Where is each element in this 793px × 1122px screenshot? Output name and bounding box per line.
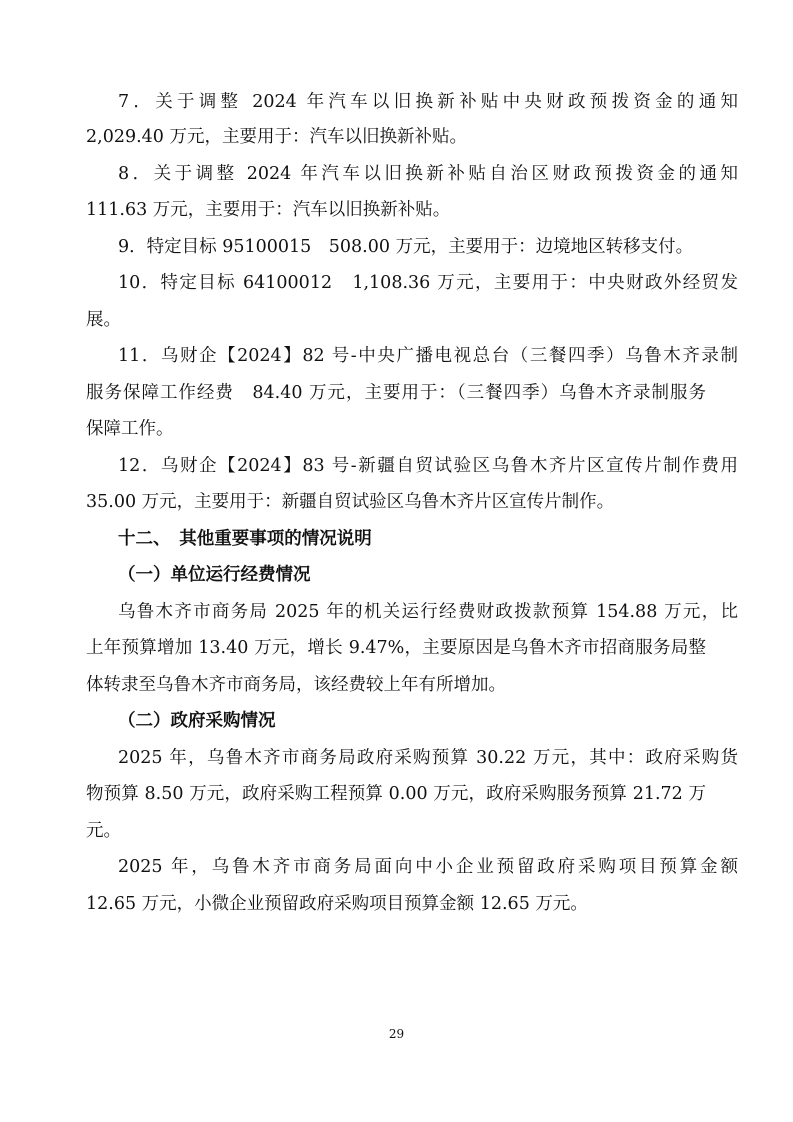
item-7-line-1: 7．关于调整 2024 年汽车以旧换新补贴中央财政预拨资金的通知 xyxy=(118,92,738,112)
item-11-line-2: 服务保障工作经费 84.40 万元，主要用于：（三餐四季）乌鲁木齐录制服务 xyxy=(86,383,706,403)
procurement-line-1: 2025 年，乌鲁木齐市商务局政府采购预算 30.22 万元，其中：政府采购货 xyxy=(118,748,738,768)
item-10-line-2: 展。 xyxy=(86,310,121,330)
item-12-line-2: 35.00 万元，主要用于：新疆自贸试验区乌鲁木齐片区宣传片制作。 xyxy=(86,492,615,512)
item-8-line-1: 8．关于调整 2024 年汽车以旧换新补贴自治区财政预拨资金的通知 xyxy=(118,164,738,184)
section-heading: 十二、 其他重要事项的情况说明 xyxy=(118,529,372,549)
operating-costs-line-1: 乌鲁木齐市商务局 2025 年的机关运行经费财政拨款预算 154.88 万元，比 xyxy=(118,602,738,622)
item-10-line-1: 10．特定目标 64100012 1,108.36 万元，主要用于：中央财政外经贸发 xyxy=(118,273,738,293)
procurement-line-2: 物预算 8.50 万元，政府采购工程预算 0.00 万元，政府采购服务预算 21.72 万 xyxy=(86,784,706,804)
procurement-line-3: 元。 xyxy=(86,821,121,841)
operating-costs-line-2: 上年预算增加 13.40 万元，增长 9.47%，主要原因是乌鲁木齐市招商服务局整 xyxy=(86,638,706,658)
item-11-line-3: 保障工作。 xyxy=(86,419,174,439)
item-9-line-1: 9．特定目标 95100015 508.00 万元，主要用于：边境地区转移支付。 xyxy=(118,237,694,257)
operating-costs-line-3: 体转隶至乌鲁木齐市商务局，该经费较上年有所增加。 xyxy=(86,675,506,695)
sme-reserve-line-1: 2025 年，乌鲁木齐市商务局面向中小企业预留政府采购项目预算金额 xyxy=(118,857,738,877)
item-8-line-2: 111.63 万元，主要用于：汽车以旧换新补贴。 xyxy=(86,200,451,220)
item-7-line-2: 2,029.40 万元，主要用于：汽车以旧换新补贴。 xyxy=(86,127,467,147)
item-12-line-1: 12．乌财企【2024】83 号-新疆自贸试验区乌鲁木齐片区宣传片制作费用 xyxy=(118,456,738,476)
subsection-heading-procurement: （二）政府采购情况 xyxy=(118,711,276,731)
item-11-line-1: 11．乌财企【2024】82 号-中央广播电视总台（三餐四季）乌鲁木齐录制 xyxy=(118,346,738,366)
subsection-heading-operating-costs: （一）单位运行经费情况 xyxy=(118,565,311,585)
page-number: 29 xyxy=(388,1027,405,1041)
sme-reserve-line-2: 12.65 万元，小微企业预留政府采购项目预算金额 12.65 万元。 xyxy=(86,894,588,914)
